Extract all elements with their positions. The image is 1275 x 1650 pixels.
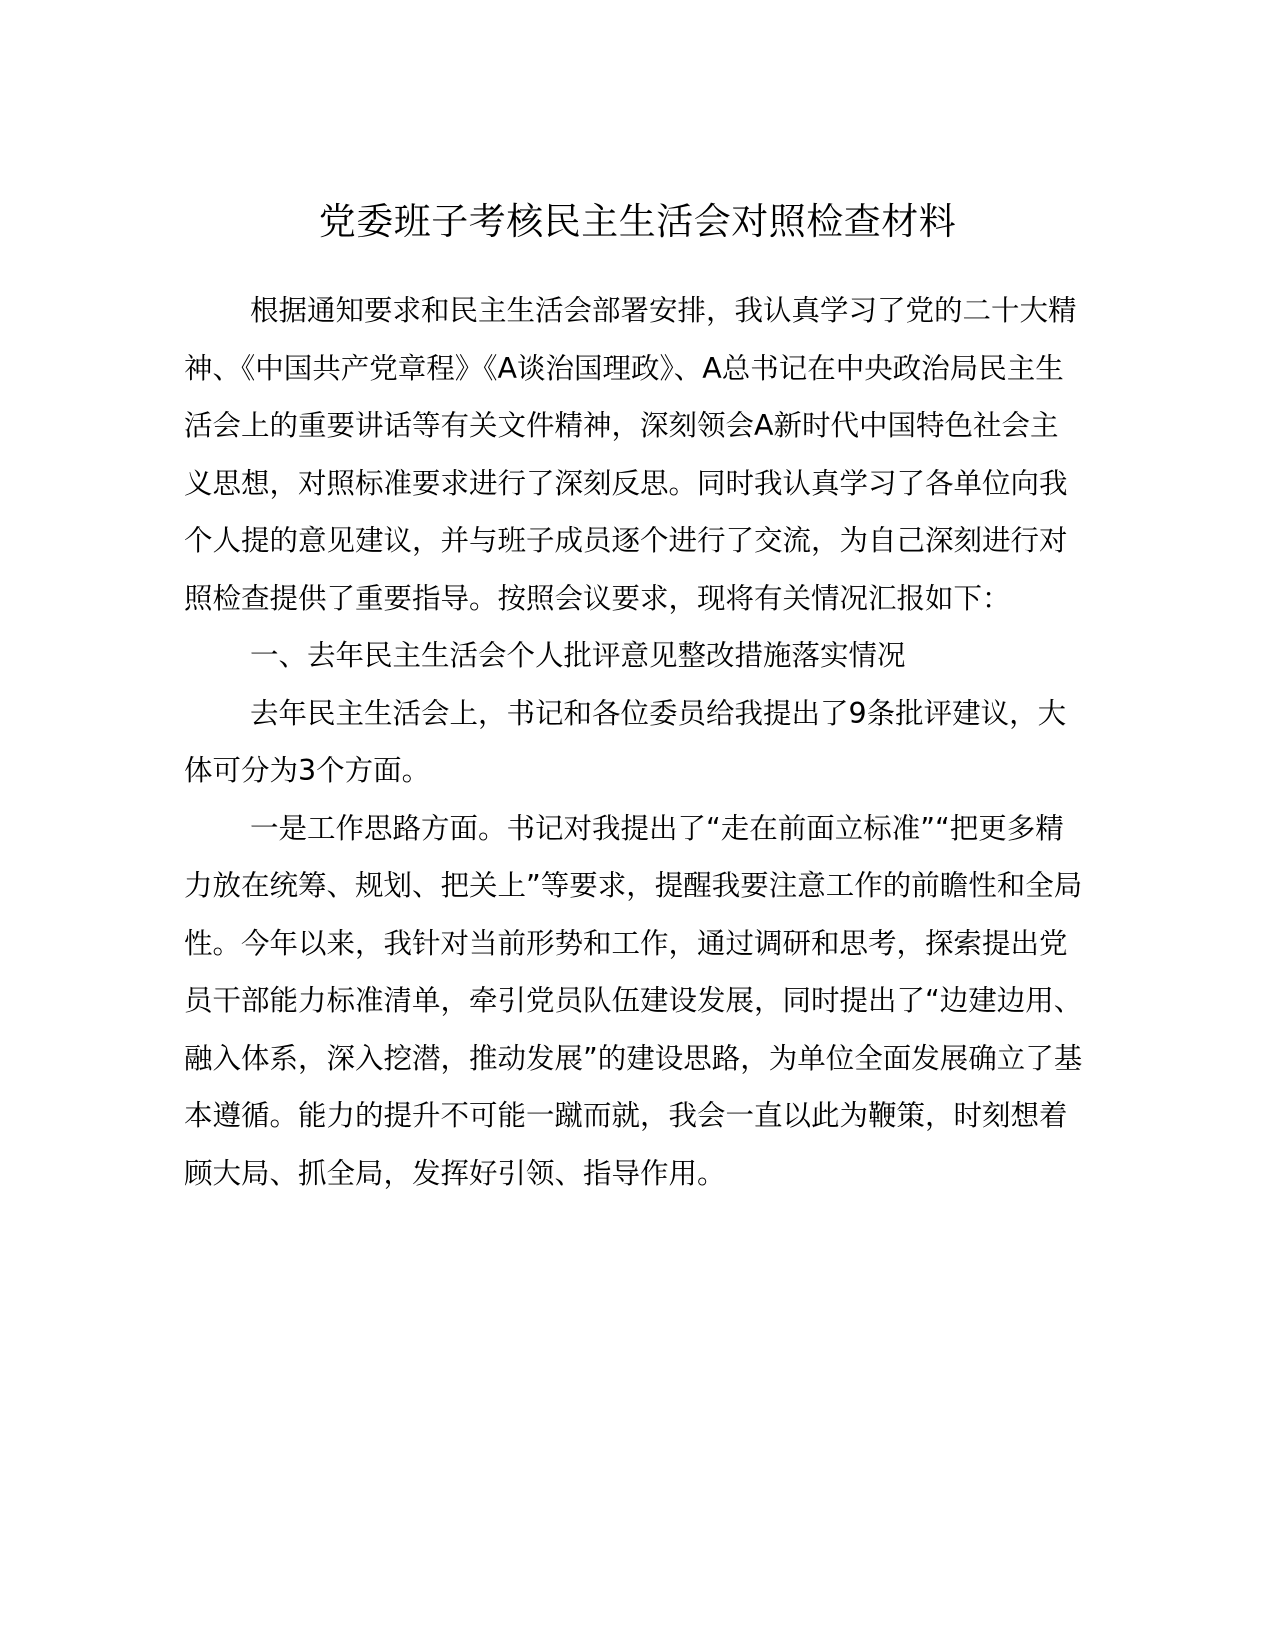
paragraph-summary: 去年民主生活会上，书记和各位委员给我提出了9条批评建议，大体可分为3个方面。 xyxy=(184,696,1067,787)
paragraph-intro: 根据通知要求和民主生活会部署安排，我认真学习了党的二十大精神、《中国共产党章程》《A谈治国理政》、A总书记在中央政治局民主生活会上的重要讲话等有关文件精神，深刻领会A新时代中国特色社会主义思想，对照标准要求进行了深刻反思。同时我认真学习了各单位向我个人提的意见建议，并与班子成员逐个进行了交流，为自己深刻进行对照检查提供了重要指导。按照会议要求，现将有关情况汇报如下： xyxy=(184,294,1077,615)
section-heading: 一、去年民主生活会个人批评意见整改措施落实情况 xyxy=(250,639,906,672)
document-body xyxy=(184,282,1084,1202)
paragraph-work-approach: 一是工作思路方面。书记对我提出了“走在前面立标准”“把更多精力放在统筹、规划、把关上”等要求，提醒我要注意工作的前瞻性和全局性。今年以来，我针对当前形势和工作，通过调研和思考，探索提出党员干部能力标准清单，牵引党员队伍建设发展，同时提出了“边建边用、融入体系，深入挖潜，推动发展”的建设思路，为单位全面发展确立了基本遵循。能力的提升不可能一蹴而就，我会一直以此为鞭策，时刻想着顾大局、抓全局，发挥好引领、指导作用。 xyxy=(184,811,1083,1190)
document-title: 党委班子考核民主生活会对照检查材料 xyxy=(318,200,957,243)
